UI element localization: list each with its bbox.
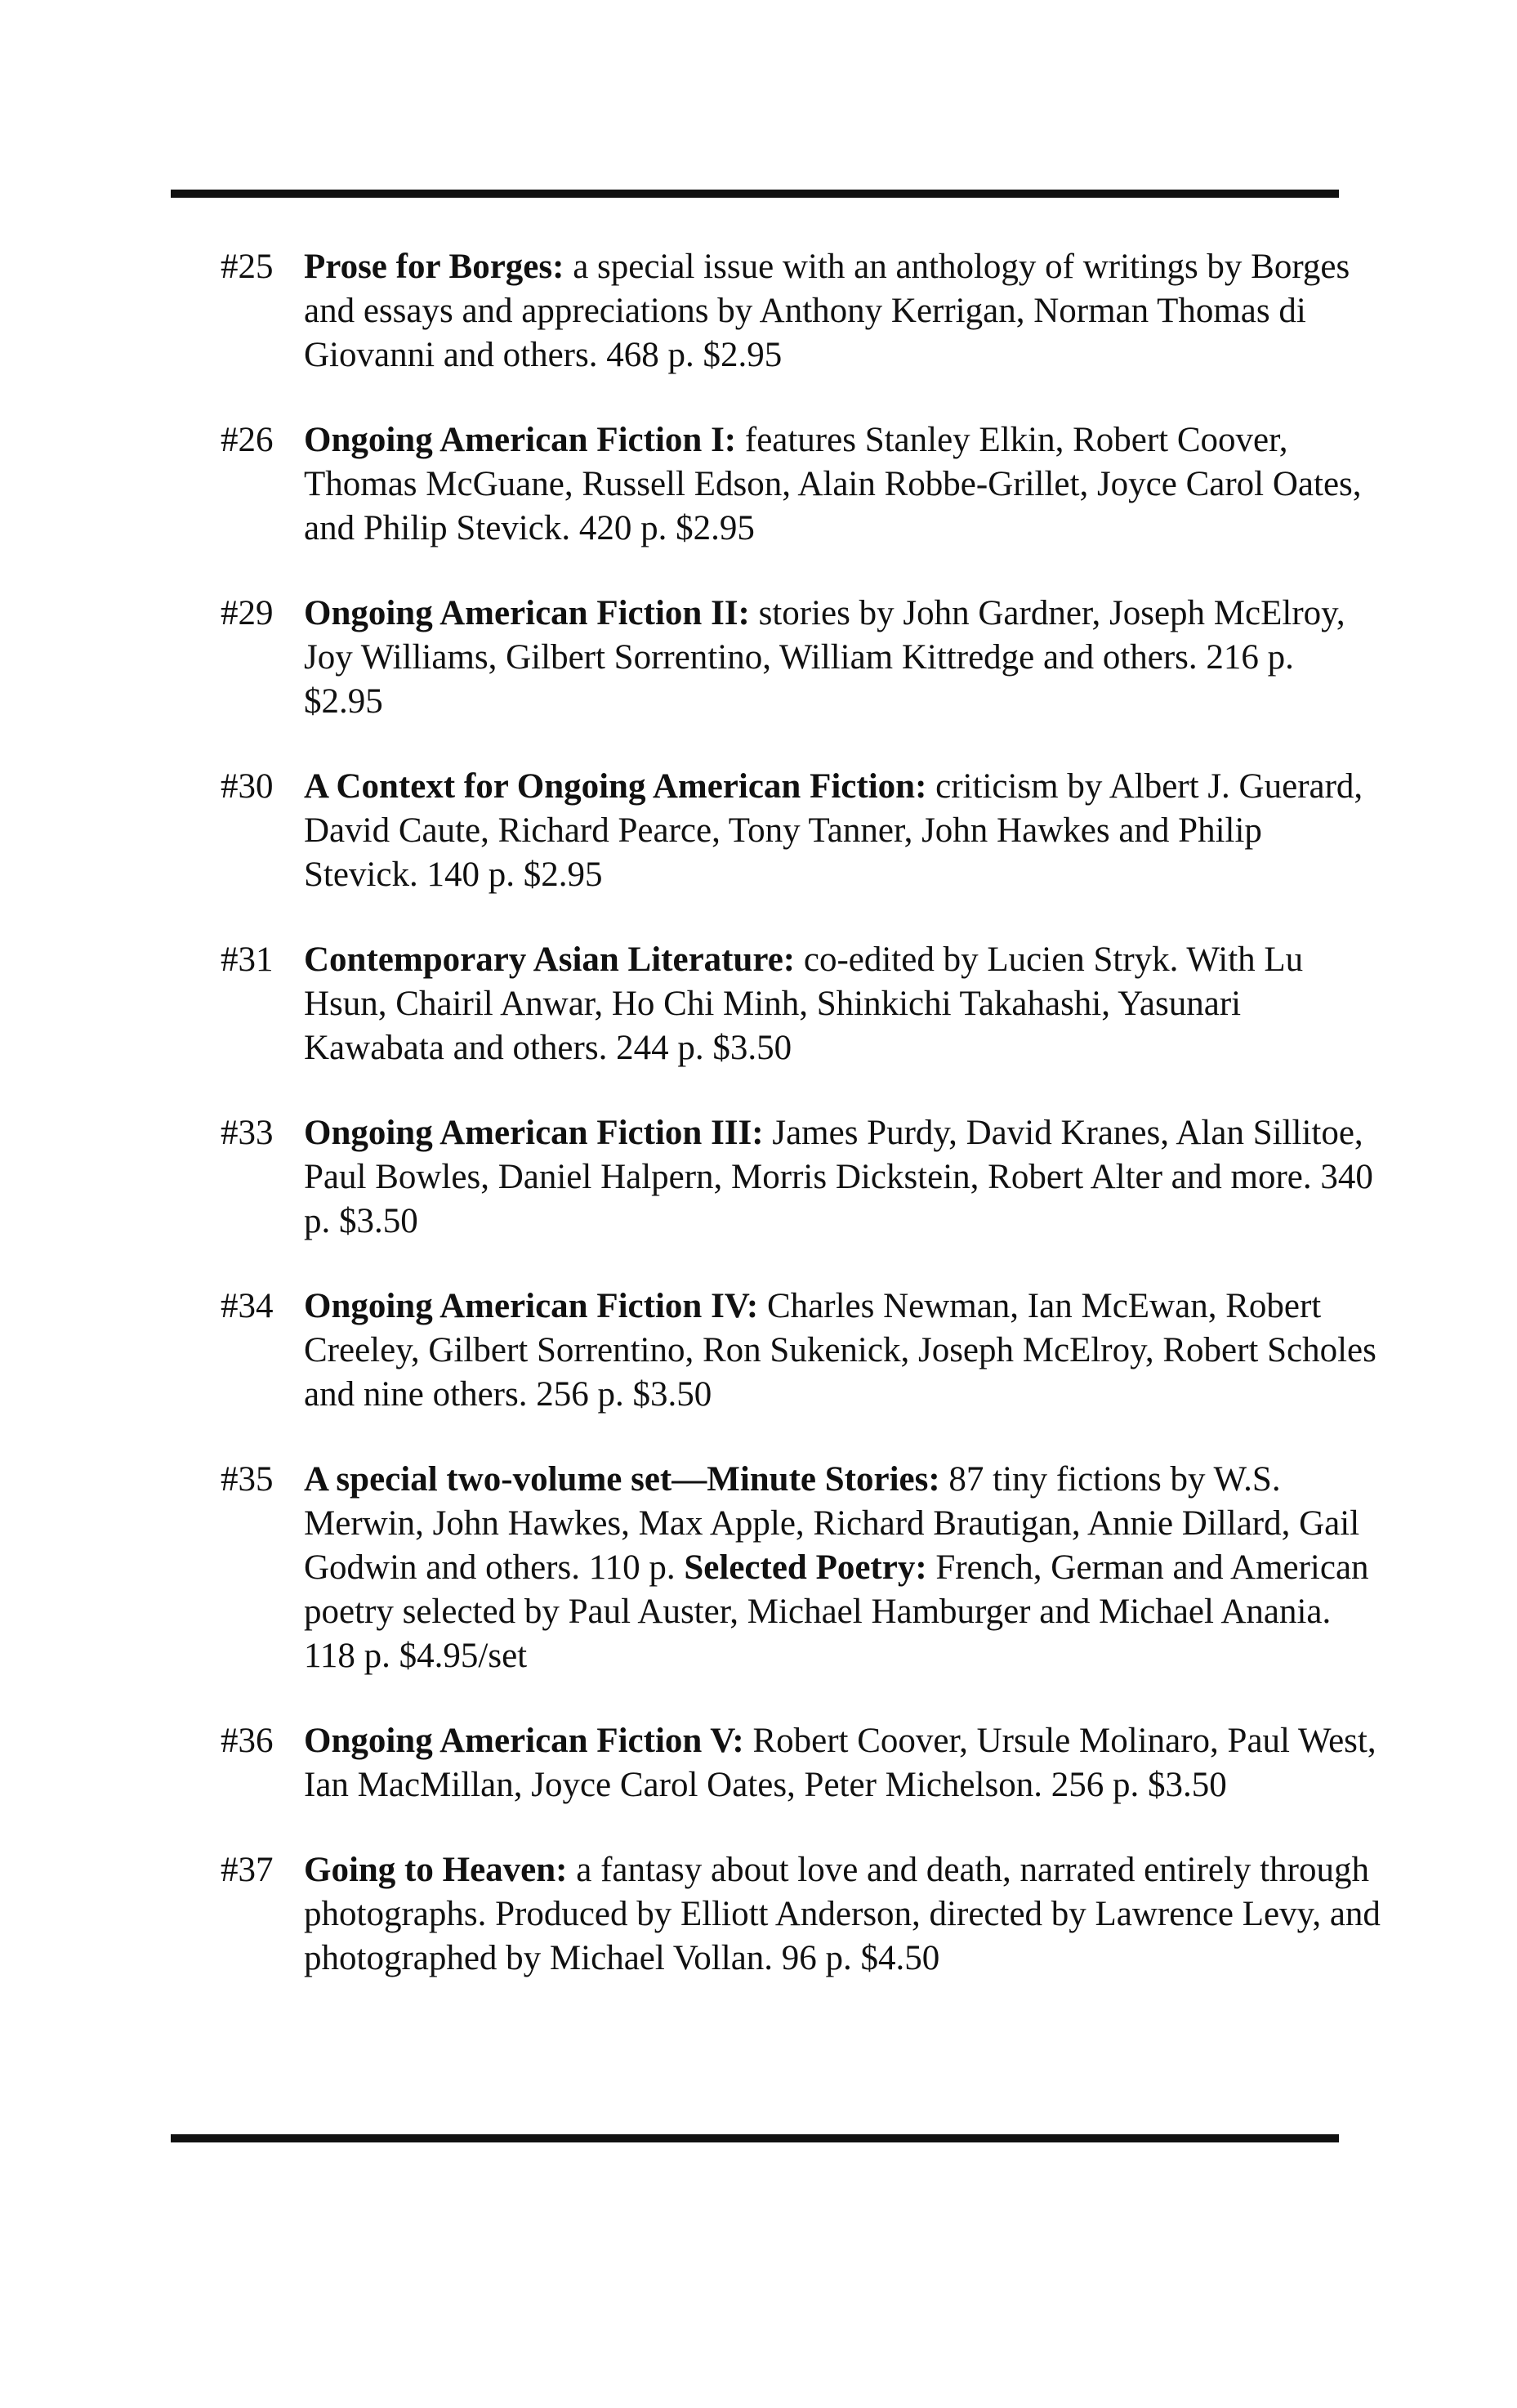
issue-details: stories by John Gardner, Joseph McElroy, Joy Williams, Gilbert Sorrentino, William Kittredge and others. 216 p. $2.95 [304, 594, 1345, 721]
issue-title: Ongoing American Fiction V: [304, 1722, 744, 1760]
issue-number: #34 [221, 1287, 274, 1325]
issue-number: #31 [221, 940, 274, 979]
issue-subtitle-details: French, German and American poetry selected by Paul Auster, Michael Hamburger and Michael Anania. 118 p. $4.95/set [304, 1548, 1369, 1675]
catalog-list [221, 245, 1381, 2022]
issue-number: #36 [221, 1722, 274, 1760]
entry-description [304, 938, 1381, 1070]
issue-details: criticism by Albert J. Guerard, David Caute, Richard Pearce, Tony Tanner, John Hawkes and Philip Stevick. 140 p. $2.95 [304, 767, 1363, 894]
issue-details: 87 tiny fictions by W.S. Merwin, John Hawkes, Max Apple, Richard Brautigan, Annie Dillard, Gail Godwin and others. 110 p. [304, 1460, 1360, 1587]
catalog-entry-25 [221, 245, 1381, 378]
issue-title: Going to Heaven: [304, 1851, 568, 1889]
catalog-entry-30 [221, 765, 1381, 897]
entry-description [304, 418, 1381, 551]
issue-subtitle: Selected Poetry: [684, 1548, 927, 1587]
entry-description [304, 765, 1381, 897]
issue-title: Ongoing American Fiction II: [304, 594, 750, 632]
catalog-entry-26 [221, 418, 1381, 551]
issue-number: #30 [221, 767, 274, 806]
issue-details: co-edited by Lucien Stryk. With Lu Hsun, Chairil Anwar, Ho Chi Minh, Shinkichi Takahashi, Yasunari Kawabata and others. 244 p. $3.50 [304, 940, 1304, 1067]
issue-details: a special issue with an anthology of writings by Borges and essays and appreciations by Anthony Kerrigan, Norman Thomas di Giovanni and others. 468 p. $2.95 [304, 248, 1350, 374]
catalog-entry-36 [221, 1719, 1381, 1807]
entry-description [304, 245, 1381, 378]
bottom-rule [171, 2134, 1339, 2142]
issue-details: features Stanley Elkin, Robert Coover, Thomas McGuane, Russell Edson, Alain Robbe-Grillet, Joyce Carol Oates, and Philip Stevick. 420 p. $2.95 [304, 421, 1362, 547]
issue-number: #29 [221, 594, 274, 632]
issue-details: James Purdy, David Kranes, Alan Sillitoe, Paul Bowles, Daniel Halpern, Morris Dickstein, Robert Alter and more. 340 p. $3.50 [304, 1114, 1373, 1240]
issue-number: #33 [221, 1114, 274, 1152]
issue-number: #37 [221, 1851, 274, 1889]
issue-number: #35 [221, 1460, 274, 1499]
issue-number: #25 [221, 248, 274, 286]
catalog-entry-37 [221, 1848, 1381, 1981]
entry-description [304, 1848, 1381, 1981]
issue-title: Contemporary Asian Literature: [304, 940, 796, 979]
entry-description [304, 1458, 1381, 1678]
catalog-entry-31 [221, 938, 1381, 1070]
entry-description [304, 1719, 1381, 1807]
catalog-entry-35 [221, 1458, 1381, 1678]
entry-description [304, 1284, 1381, 1417]
issue-title: Ongoing American Fiction I: [304, 421, 737, 459]
catalog-entry-34 [221, 1284, 1381, 1417]
issue-details: Robert Coover, Ursule Molinaro, Paul West, Ian MacMillan, Joyce Carol Oates, Peter Michelson. 256 p. $3.50 [304, 1722, 1376, 1804]
entry-description [304, 592, 1381, 724]
issue-details: Charles Newman, Ian McEwan, Robert Creeley, Gilbert Sorrentino, Ron Sukenick, Joseph McElroy, Robert Scholes and nine others. 256 p. $3.50 [304, 1287, 1376, 1414]
catalog-entry-29 [221, 592, 1381, 724]
issue-number: #26 [221, 421, 274, 459]
issue-title: A special two-volume set—Minute Stories: [304, 1460, 940, 1499]
issue-title: Ongoing American Fiction IV: [304, 1287, 759, 1325]
issue-details: a fantasy about love and death, narrated entirely through photographs. Produced by Elliott Anderson, directed by Lawrence Levy, and photographed by Michael Vollan. 96 p. $4.50 [304, 1851, 1381, 1977]
issue-title: A Context for Ongoing American Fiction: [304, 767, 927, 806]
entry-description [304, 1111, 1381, 1244]
issue-title: Ongoing American Fiction III: [304, 1114, 764, 1152]
top-rule [171, 190, 1339, 198]
catalog-entry-33 [221, 1111, 1381, 1244]
issue-title: Prose for Borges: [304, 248, 564, 286]
